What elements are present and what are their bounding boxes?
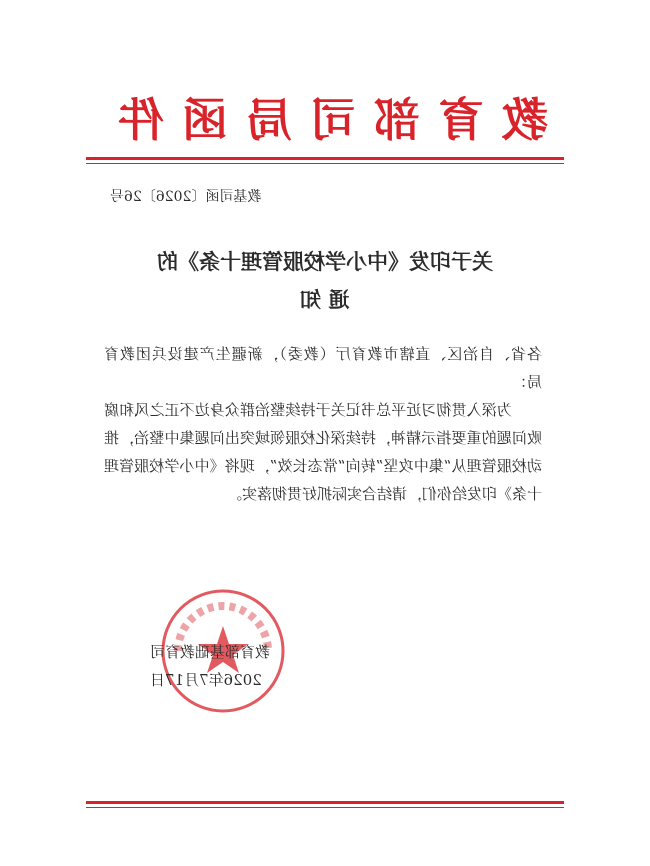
signature-block bbox=[150, 638, 300, 694]
salutation: 各省、自治区、直辖市教育厅（教委），新疆生产建设兵团教育局： bbox=[104, 345, 542, 391]
header-rule-thick bbox=[86, 157, 564, 160]
letterhead-title-text: 教育部司局函件 bbox=[100, 93, 548, 147]
document-title bbox=[110, 243, 540, 319]
document-title-line-1: 关于印发《中小学校服管理十条》的 bbox=[157, 249, 493, 274]
letterhead-title bbox=[100, 92, 548, 148]
document-title-line-2: 通 知 bbox=[300, 287, 350, 312]
signature: 教育部基础教育司 bbox=[150, 643, 271, 661]
document-body bbox=[104, 340, 542, 508]
body-paragraph: 为深入贯彻习近平总书记关于持续整治群众身边不正之风和腐败问题的重要指示精神，持续深化校服领域突出问题集中整治，推动校服管理从“集中攻坚”转向“常态长效”，现将《中小学校服管理十条》印发给你们，请结合实际抓好贯彻落实。 bbox=[104, 401, 542, 503]
header-rule-thin bbox=[86, 163, 564, 164]
date: 2026年7月17日 bbox=[150, 671, 262, 689]
footer-rule-thin bbox=[86, 807, 564, 808]
footer-rule-thick bbox=[86, 801, 564, 804]
document-number-text: 教基司函〔2026〕26号 bbox=[110, 189, 262, 205]
document-number bbox=[110, 186, 360, 206]
